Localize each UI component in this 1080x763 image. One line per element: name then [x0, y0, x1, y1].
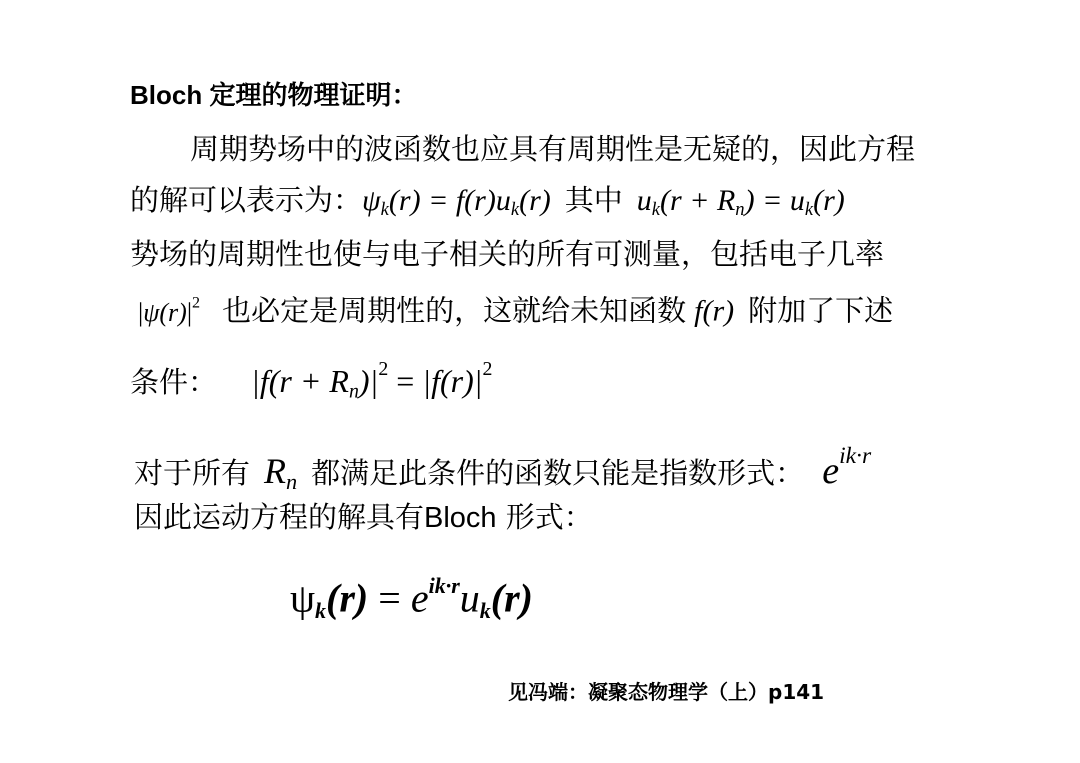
para1-line2 [130, 183, 845, 221]
para2-line2-text-a: 因此运动方程的解具有 [134, 500, 425, 534]
equation-psi-abs-squared: $|\psi(r)|^2$ [138, 294, 201, 327]
bloch-equals: = [368, 575, 411, 621]
bloch-form-equation [290, 575, 533, 622]
bloch-exponent: ik·r [428, 573, 460, 598]
para1-line1: 周期势场中的波函数也应具有周期性是无疑的，因此方程 [190, 132, 916, 166]
para1-line4 [138, 295, 893, 327]
para1-line4-text-b: 附加了下述 [748, 293, 894, 328]
bloch-psi: ψ [290, 575, 316, 621]
para2-line1-text-a: 对于所有 [134, 456, 251, 491]
heading-latin: Bloch [130, 80, 210, 110]
heading-cjk: 定理的物理证明 [209, 81, 392, 111]
bloch-u-k: k [479, 597, 491, 623]
bloch-arg: (r) [326, 575, 369, 621]
bloch-psi-k: k [315, 597, 327, 623]
para2-line2 [134, 500, 593, 534]
para2-line1-text-b: 都满足此条件的函数只能是指数形式： [311, 456, 805, 491]
exponential-form: $e^{ik\cdot r}$ [822, 443, 872, 493]
para2-line2-text-b: 形式： [496, 500, 593, 534]
bloch-arg2: (r) [490, 575, 533, 621]
para1-line5-text: 条件： [130, 364, 218, 399]
citation: 见冯端：凝聚态物理学（上）p141 [508, 680, 825, 704]
para1-line4-text-a: 也必定是周期性的，这就给未知函数 [222, 293, 687, 328]
para1-line2-mid: 其中 [564, 183, 623, 217]
symbol-Rn: $R_n$ [264, 451, 298, 495]
equation-condition: $|f(r + R_n)|^2 = |f(r)|^2$ [251, 358, 493, 403]
equation-psi-f-u: $\psi_k(r) = f(r)u_k(r)$ [362, 184, 551, 221]
para2-line1 [134, 445, 871, 494]
bloch-u: u [459, 575, 480, 621]
bloch-e: e [410, 575, 429, 621]
para1-line5 [130, 360, 492, 402]
para1-line3: 势场的周期性也使与电子相关的所有可测量，包括电子几率 [130, 237, 885, 271]
equation-u-periodic: $u_k(r + R_n) = u_k(r)$ [636, 184, 845, 221]
heading-colon: ： [391, 80, 418, 110]
equation-f-r: f(r) [694, 294, 735, 328]
para2-line2-bloch: Bloch [424, 502, 497, 534]
section-heading [130, 82, 417, 109]
para1-line2-text: 的解可以表示为： [130, 183, 363, 217]
